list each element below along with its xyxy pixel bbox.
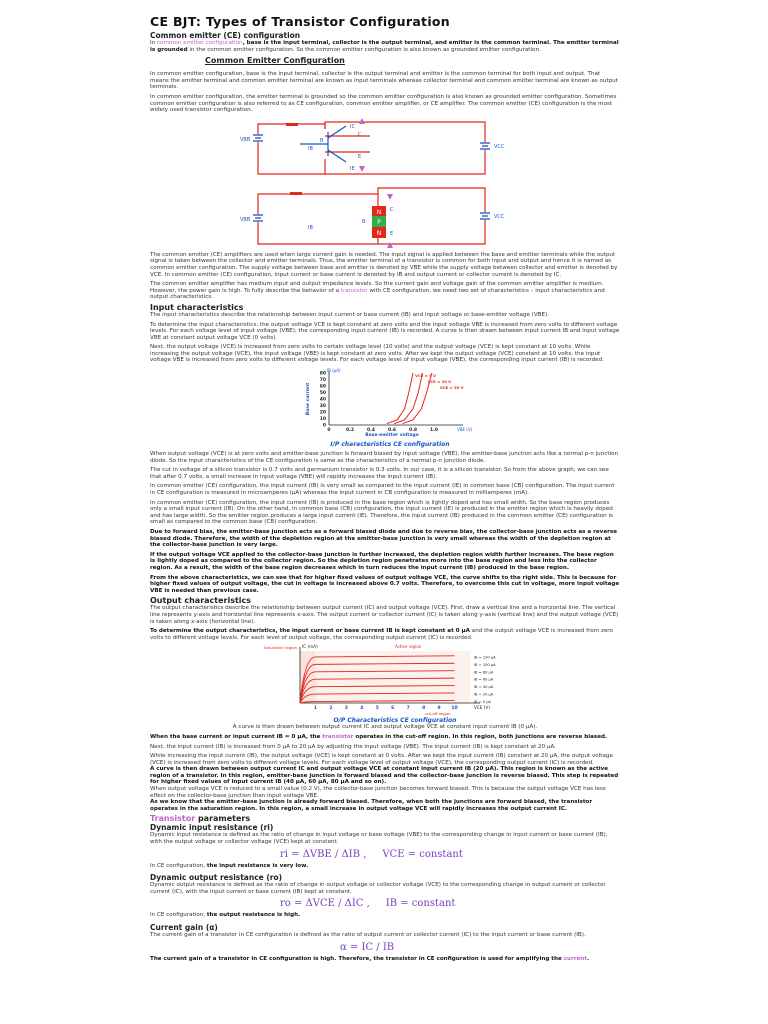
- alpha-heading: Current gain (α): [150, 923, 218, 932]
- series-label: IB = 120 μA: [474, 655, 496, 660]
- paragraph: When the base current or input current IB = 0 μA, the transistor operates in the cut-off region. In this region, both junctions are reverse biased.: [150, 733, 608, 740]
- x-tick-label: 1.0: [430, 428, 438, 434]
- y-tick-label: 60: [319, 384, 326, 390]
- output-chart-container: [260, 641, 620, 724]
- transistor-link[interactable]: transistor: [340, 287, 368, 294]
- paragraph: When output voltage (VCE) is at zero volts and emitter-base junction is forward biased by input voltage (VBE), the emitter-base junction acts like a normal p-n junction diode. So the input characteristics of the CE configuration is same as the characteristics of a normal p-n junction diode.: [150, 451, 619, 464]
- y-tick-label: 80: [319, 371, 326, 377]
- paragraph: As we know that the emitter-base junction is already forward biased. Therefore, when both the junctions are forward biased, the transistor operates in the saturation region. In this region, a small increase in output voltage VCE will rapidly increases the output current IC.: [150, 799, 593, 812]
- paragraph: When output voltage VCE is reduced to a small value (0.2 V), the collector-base junction becomes forward biased. This is because the output voltage VCE has less effect on the collector-base junction than input voltage VBE.: [150, 786, 606, 799]
- x-tick-label: 10: [451, 706, 458, 712]
- series-label: VCE = 20 V: [439, 385, 464, 391]
- cutoff-region-label: cut-off region: [425, 711, 451, 717]
- ie-label: IE: [350, 165, 355, 172]
- x-tick-label: 3: [344, 706, 348, 712]
- ro-heading: Dynamic output resistance (ro): [150, 873, 283, 883]
- y-axis-title: Base current: [306, 382, 311, 416]
- paragraph: The common emitter amplifier has medium input and output impedance levels. So the current gain and voltage gain of the common emitter amplifier is medium. However, the power gain is high. To fully describe the behavior of a transistor with CE configuration, we need two set of characteristics – input characteristics and output characteristics.: [150, 281, 605, 301]
- output-characteristics-heading: Output characteristics: [150, 596, 252, 606]
- x-tick-label: 7: [406, 706, 410, 712]
- paragraph: In common emitter (CE) configuration, the input current (IB) is produced in the base region which is lightly doped and has small width. So the base region produces only a small input current (IB). On the other hand, in common base (CB) configuration, the input current (IE) is produced in the emitter region which is heavily doped and has large width. So the emitter region produces a large input current (IE). Therefore, the input current (IB) produced in the common emitter (CE) configuration is small as compared to the common base (CB) configuration.: [150, 499, 613, 526]
- intro-paragraph: In common emitter configuration, base is the input terminal, collector is the output terminal, and emitter is the common terminal. The emitter terminal is grounded in the common emitter configuration. So the common emitter configuration is also known as grounded emitter configuration.: [150, 40, 619, 53]
- x-axis-title: Base-emitter voltage: [365, 433, 419, 439]
- series-label: IB = 40 μA: [474, 685, 494, 690]
- chart-background: [300, 651, 470, 703]
- active-region-label: Active region: [395, 644, 422, 650]
- paragraph: In CE configuration, the input resistance is very low.: [150, 862, 309, 869]
- y-unit-label: IB (μA): [327, 368, 341, 374]
- paragraph: In common emitter (CE) configuration, the input current (IB) is very small as compared to the input current (IE) in common base (CB) configuration. The input current in CE configuration is measured in microamperes (μA) whereas the input current in CB configuration is measured in milliamperes (mA).: [150, 483, 615, 497]
- c-label: C: [390, 206, 394, 213]
- x-tick-label: 8: [422, 706, 426, 712]
- x-tick-label: 6: [391, 706, 395, 712]
- y-axis-title: IC (mA): [302, 644, 318, 650]
- intro-link[interactable]: common emitter configuration: [156, 40, 243, 46]
- series-label: IB = 100 μA: [474, 663, 496, 668]
- paragraph: Dynamic output resistance is defined as the ratio of change in output voltage or collector voltage (VCE) to the corresponding change in output current or collector current (IC), with the input current or base current (IB) kept at constant.: [150, 882, 606, 895]
- subheading-common-emitter: Common Emitter Configuration: [205, 56, 345, 66]
- input-characteristics-chart: [295, 367, 485, 437]
- series-label: VCE = 10 V: [427, 379, 452, 385]
- output-chart-caption: O/P Characteristics CE configuration: [333, 717, 457, 725]
- paragraph: The current gain of a transistor in CE configuration is high. Therefore, the transistor in CE configuration is used for amplifying the current.: [150, 955, 590, 962]
- paragraph: A curve is then drawn between output current IC and output voltage VCE at constant input current IB (0 μA).: [232, 724, 538, 731]
- x-tick-label: 9: [437, 706, 441, 712]
- paragraph: In CE configuration, the output resistance is high.: [150, 912, 301, 919]
- ib-label: IB: [308, 224, 313, 231]
- y-tick-label: 30: [319, 404, 326, 410]
- transistor-link[interactable]: transistor: [322, 733, 354, 740]
- vcc-label: VCC: [494, 143, 505, 150]
- transistor-link[interactable]: Transistor: [150, 814, 196, 824]
- y-tick-label: 10: [319, 417, 326, 423]
- b-label: B: [320, 137, 324, 144]
- n-label: N: [376, 229, 382, 237]
- e-label: E: [390, 230, 394, 237]
- section-heading-ce: Common emitter (CE) configuration: [150, 31, 301, 40]
- x-tick-label: 0.4: [367, 428, 375, 434]
- x-tick-label: 2: [329, 706, 333, 712]
- parameters-heading: Transistor parameters: [150, 814, 251, 824]
- paragraph: In common emitter configuration, base is the input terminal, collector is the output terminal and emitter is the common terminal for both input and output. That means the emitter terminal and common emitter terminal are known as input terminals whereas collector terminal and common emitter terminal are known as output terminals.: [150, 71, 618, 91]
- x-tick-label: 4: [360, 706, 364, 712]
- b-label: B: [362, 218, 366, 225]
- series-label: IB = 20 μA: [474, 692, 494, 697]
- ro-equation: ro = ΔVCE / ΔIC , IB = constant: [280, 898, 456, 910]
- paragraph: If the output voltage VCE applied to the collector-base junction is further increased, the depletion region width further increases. The base region is lightly doped as compared to the collector region. So the depletion region penetrates more into the base region and less into the collector region. As a result, the width of the base region decreases which in turn reduces the input current (IB) produced in the base region.: [150, 551, 614, 571]
- p-label: P: [377, 218, 381, 226]
- paragraph: The output characteristics describe the relationship between output current (IC) and output voltage (VCE). First, draw a vertical line and a horizontal line. The vertical line represents y-axis and horizontal line represents x-axis. The output current or collector current (IC) is taken along y-axis (vertical line) and the output voltage (VCE) is taken along x-axis (horizontal line).: [150, 605, 619, 625]
- vbb-label: VBB: [240, 136, 251, 143]
- series-label: IB = 80 μA: [474, 670, 494, 675]
- ic-label: IC: [350, 123, 355, 130]
- y-tick-label: 40: [319, 397, 326, 403]
- paragraph: To determine the input characteristics, the output voltage VCE is kept constant at zero volts and the input voltage VBE is increased from zero volts to different voltage levels. For each voltage level of input voltage (VBE), the corresponding input current (IB) is recorded. A curve is then drawn between input current IB and input voltage VBE at constant output voltage VCE (0 volts).: [150, 321, 620, 341]
- x-tick-label: 0.2: [346, 428, 354, 434]
- paragraph: While increasing the input current (IB), the output voltage (VCE) is kept constant at 0 volts. After we kept the input current (IB) constant at 20 μA, the output voltage (VCE) is increased from zero volts to different voltage levels. For each voltage level of output voltage (VCE), the corresponding output current (IC) is recorded.: [150, 753, 613, 766]
- series-label: VCE = 0 V: [415, 373, 437, 379]
- paragraph: Dynamic input resistance is defined as the ratio of change in input voltage or base voltage (VBE) to the corresponding change in input current or base current (IB), with the output voltage or collector voltage (VCE) kept at constant.: [150, 832, 608, 846]
- paragraph: The common emitter (CE) amplifiers are used when large current gain is needed. The input signal is applied between the base and emitter terminals while the output signal is taken between the collector and emitter terminals. Thus, the emitter terminal of a transistor is common for both input and output and hence it is named as common emitter configuration. The supply voltage between base and emitter is denoted by VBE while the supply voltage between collector and emitter is denoted by VCE. In common emitter (CE) configuration, input current or base current is denoted by IB and output current or collector current is denoted by IC.: [150, 251, 618, 278]
- e-label: E: [358, 153, 362, 160]
- saturation-label: Saturation region: [264, 645, 298, 651]
- x-axis-title: VCE (V): [474, 705, 490, 711]
- alpha-equation: α = IC / IB: [340, 941, 395, 953]
- paragraph: Next, the output voltage (VCE) is increased from zero volts to certain voltage level (10 volts) and the output voltage (VCE) is kept constant at 10 volts. While increasing the output voltage (VCE), the input voltage (VBE) is kept constant at zero volts. After we kept the output voltage (VCE) constant at 10 volts, the input voltage VBE is increased from zero volts to different voltage levels. For each voltage level of input voltage (VBE), the corresponding input current (IB) is recorded.: [150, 344, 604, 364]
- series-label: IB = 0 μA: [474, 700, 491, 705]
- input-characteristics-heading: Input characteristics: [150, 302, 244, 312]
- paragraph: In common emitter configuration, the emitter terminal is grounded so the common emitter configuration is also known as grounded emitter configuration. Sometimes common emitter configuration is also referred to as CE configuration, common emitter amplifier, or CE amplifier. The common emitter (CE) configuration is the most widely used transistor configuration.: [150, 93, 617, 114]
- ce-circuit-diagram: [150, 114, 620, 252]
- current-link[interactable]: current: [563, 955, 587, 962]
- paragraph: The cut in voltage of a silicon transistor is 0.7 volts and germanium transistor is 0.3 volts. In our case, it is a silicon transistor. So from the above graph, we can see that after 0.7 volts, a small increase in input voltage (VBE) will rapidly increases the input current (IB).: [150, 467, 609, 480]
- article: [150, 14, 620, 962]
- paragraph: The current gain of a transistor in CE configuration is defined as the ratio of output current or collector current (IC) to the input current or base current (IB).: [150, 932, 586, 938]
- y-tick-label: 70: [319, 378, 326, 384]
- page-title: CE BJT: Types of Transistor Configuration: [150, 14, 450, 29]
- paragraph: The input characteristics describe the relationship between input current or base current (IB) and input voltage or base-emitter voltage (VBE).: [150, 311, 549, 318]
- paragraph: To determine the output characteristics, the input current or base current IB is kept constant at 0 μA and the output voltage VCE is increased from zero volts to different voltage levels. For each level of output voltage, the corresponding output current (IC) is recorded.: [150, 628, 613, 641]
- series-line: [394, 373, 422, 424]
- x-tick-label: 0: [327, 428, 331, 434]
- vbb-label: VBB: [240, 216, 251, 223]
- y-tick-label: 0: [322, 423, 326, 429]
- series-line: [387, 373, 413, 424]
- paragraph: A curve is then drawn between output current IC and output voltage VCE at constant input current IB (20 μA). This region is known as the active region of a transistor. In this region, emitter-base junction is forward biased and the collector-base junction is reverse biased. This step is repeated for higher fixed values of input current IB (40 μA, 60 μA, 80 μA and so on).: [150, 766, 619, 786]
- paragraph: From the above characteristics, we can see that for higher fixed values of output voltage VCE, the curve shifts to the right side. This is because for higher fixed values of output voltage, the cut in voltage is increased above 0.7 volts. Therefore, to overcome this cut in voltage, more input voltage VBE is needed than previous case.: [150, 574, 620, 594]
- x-tick-label: 0.8: [409, 428, 417, 434]
- paragraph: Due to forward bias, the emitter-base junction acts as a forward biased diode and due to reverse bias, the collector-base junction acts as a reverse biased diode. Therefore, the width of the depletion region at the emitter-base junction is very small whereas the width of the depletion region at the collector-base junction is very large.: [150, 529, 617, 549]
- ri-heading: Dynamic input resistance (ri): [150, 823, 274, 833]
- y-tick-label: 50: [319, 391, 326, 397]
- x-tick-label: 1: [313, 706, 318, 712]
- c-label: C: [358, 131, 362, 138]
- x-tick-label: 5: [375, 706, 379, 712]
- ib-label: IB: [308, 145, 313, 152]
- vcc-label: VCC: [494, 213, 505, 220]
- output-characteristics-chart: [260, 641, 530, 717]
- input-chart-container: [295, 367, 620, 448]
- series-label: IB = 60 μA: [474, 678, 494, 683]
- ri-equation: ri = ΔVBE / ΔIB , VCE = constant: [280, 848, 463, 860]
- input-chart-caption: I/P characteristics CE configuration: [330, 441, 450, 449]
- paragraph: Next, the input current (IB) is increased from 0 μA to 20 μA by adjusting the input voltage (VBE). The input current (IB) is kept constant at 20 μA.: [150, 743, 557, 750]
- x-unit-label: VBE (V): [457, 427, 473, 433]
- y-tick-label: 20: [319, 410, 326, 416]
- x-tick-label: 0.6: [388, 428, 396, 434]
- n-label: N: [376, 208, 382, 216]
